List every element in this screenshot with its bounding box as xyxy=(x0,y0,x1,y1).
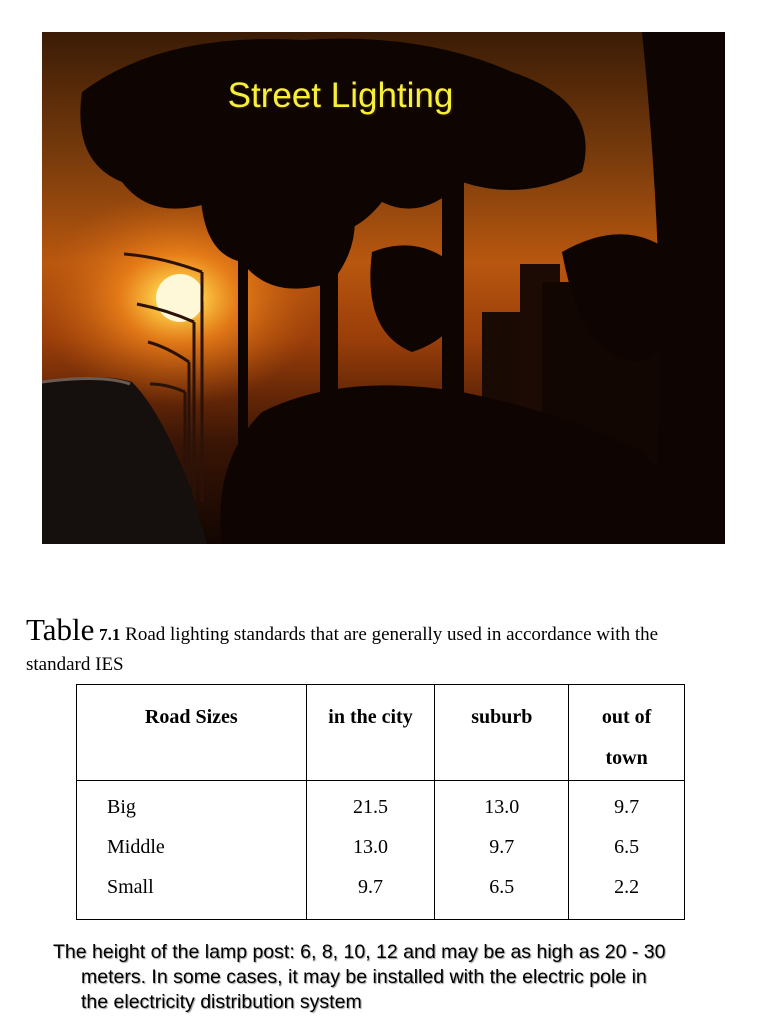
road-lighting-table xyxy=(76,684,685,920)
table-row xyxy=(77,781,685,828)
header-in-the-city: in the city xyxy=(306,685,435,781)
row-name: Middle xyxy=(77,827,307,867)
caption-number: 7.1 xyxy=(99,625,121,644)
cell-out-of-town: 6.5 xyxy=(569,827,685,867)
cell-city: 13.0 xyxy=(306,827,435,867)
cell-suburb: 9.7 xyxy=(435,827,569,867)
cell-city: 9.7 xyxy=(306,867,435,920)
header-out-of-line2: town xyxy=(605,747,648,769)
table-row xyxy=(77,867,685,920)
cell-out-of-town: 9.7 xyxy=(569,781,685,828)
caption-text: Road lighting standards that are generally used in accordance with the xyxy=(125,624,659,645)
table-header-row xyxy=(77,685,685,781)
lamp-post-height-note xyxy=(53,940,743,1015)
header-out-of-town xyxy=(569,685,685,781)
cell-out-of-town: 2.2 xyxy=(569,867,685,920)
row-name: Small xyxy=(77,867,307,920)
table-row xyxy=(77,827,685,867)
header-road-sizes: Road Sizes xyxy=(77,685,307,781)
header-suburb: suburb xyxy=(435,685,569,781)
cell-suburb: 13.0 xyxy=(435,781,569,828)
note-line2: meters. In some cases, it may be installed with the electric pole in xyxy=(81,966,647,988)
slide-title: Street Lighting xyxy=(227,76,454,115)
cell-suburb: 6.5 xyxy=(435,867,569,920)
cell-city: 21.5 xyxy=(306,781,435,828)
caption-text-line2: standard IES xyxy=(26,654,124,675)
street-sunset-photo xyxy=(42,32,725,544)
note-line3: the electricity distribution system xyxy=(81,991,362,1013)
table-caption xyxy=(26,616,768,649)
note-line1: The height of the lamp post: 6, 8, 10, 12 and may be as high as 20 - 30 xyxy=(53,941,666,963)
caption-word: Table xyxy=(26,616,95,647)
row-name: Big xyxy=(77,781,307,828)
header-out-of-line1: out of xyxy=(601,706,652,728)
